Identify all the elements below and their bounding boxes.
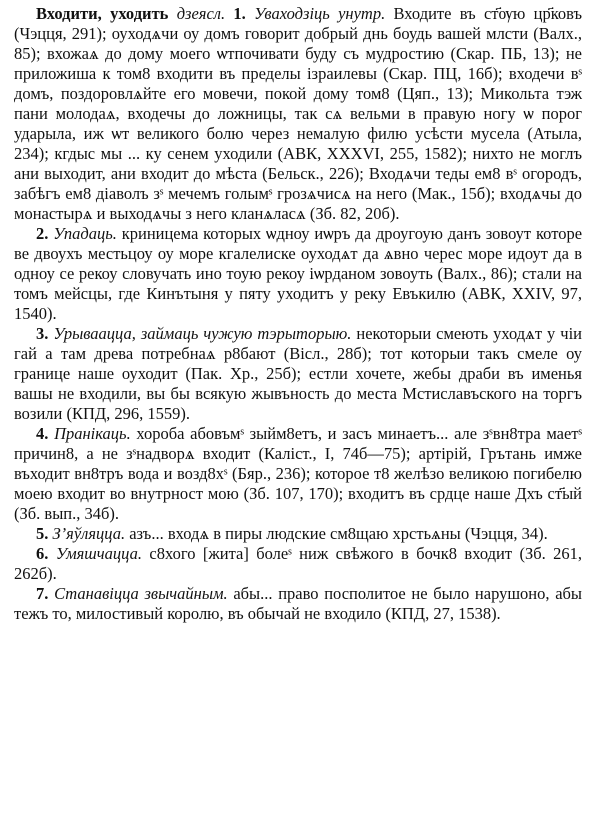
sense-number: 6. — [36, 544, 49, 563]
sense-2 — [14, 224, 582, 324]
sense-4 — [14, 424, 582, 524]
dictionary-entry — [14, 4, 582, 624]
sense-number: 7. — [36, 584, 49, 603]
sense-gloss: Урываацца, займаць чужую тэрыторыю. — [53, 324, 352, 343]
sense-gloss: З’яўляцца. — [52, 524, 126, 543]
sense-3 — [14, 324, 582, 424]
sense-number: 1. — [233, 4, 246, 23]
sense-number: 2. — [36, 224, 49, 243]
sense-number: 5. — [36, 524, 49, 543]
sense-citations: хороба абовъмˢ зыйм8етъ, и засъ минаетъ... але зˢвн8тра маетˢ причин8, а не зˢнадворѧ входит (Каліст., І, 74б—75); артірій, Грътань имже въходит вн8тръ вода и возд8хˢ (Бяр., 236); которое т8 желѣзо великою погибелю моею входит во внутрност мою (Зб. 107, 170); входитъ въ срдце наше Дхъ ст҃ый (Зб. вып., 34б). — [14, 424, 583, 523]
grammar-label: дзеясл. — [176, 4, 226, 23]
sense-1 — [14, 4, 582, 224]
sense-citations: азъ... входѧ в пиры людские см8щаю хрстьѧны (Чэцця, 34). — [129, 524, 548, 543]
sense-gloss: Станавіцца звычайным. — [54, 584, 228, 603]
sense-5 — [14, 524, 582, 544]
sense-gloss: Уваходзіць унутр. — [254, 4, 386, 23]
sense-6 — [14, 544, 582, 584]
sense-gloss: Упадаць. — [53, 224, 117, 243]
headword: Входити, уходить — [36, 4, 169, 23]
sense-citations: криницема которых ѡдноу иѡръ да дроугоую данъ зовоут которе ве двоухъ местьцоу оу море кгалелиске оуходѧт да ѧвно черес море идоут да в одноу се рекоу словучать ино тоую рекоу іѡрданом зовоуть (Валх., 86); стали на томъ мейсцы, где Кинътыня у пяту уходитъ у реку Евъкилю (АВК, XXIV, 97, 1540). — [14, 224, 583, 323]
sense-7 — [14, 584, 582, 624]
sense-number: 4. — [36, 424, 49, 443]
sense-citations: некоторыи смеють уходѧт у чіи гай а там древа потребнаѧ р8бают (Вісл., 28б); тот которыи такъ смеле оу границе наше оуходит (Пак. Хр., 25б); естли хочете, жебы драби въ именья вашы не входили, вы бы всякую жывъность до места Мстиславъского на торгъ возили (КПД, 296, 1559). — [14, 324, 583, 423]
sense-gloss: Пранікаць. — [54, 424, 131, 443]
sense-number: 3. — [36, 324, 49, 343]
sense-citations: Входите въ ст҃ѹю цр҃ковъ (Чэцця, 291); оуходѧчи оу домъ говорит добрый днь боудь вашей млсти (Валх., 85); вхожаѧ до дому моего ѡтпочивати буду съ мудростию (Скар. ПБ, 13); не приложиша к том8 входити въ пределы ізраилевы (Скар. ПЦ, 16б); входечи вˢ домъ, поздоровлѧйте его мовечи, покой дому том8 (Цяп., 13); Микольта тэж пани молодаѧ, входечы до ложницы, так сѧ вельми в правую ногу ѡ порог ударыла, иж ѡт великого болю через немалую филю усѣсти мусела (Атыла, 234); кгдыс мы ... ку сенем уходили (АВК, XXXVI, 255, 1582); нихто не моглъ ани выходит, ани входит до мѣста (Бельск., 226); Входѧчи теды ем8 вˢ огородъ, забѣгъ ем8 діаволъ зˢ мечемъ голымˢ грозѧчисѧ на него (Мак., 15б); входѧчы до монастырѧ и выходѧчы з него кланѧласѧ (Зб. 82, 20б). — [14, 4, 583, 223]
sense-citations: с8хого [жита] болеˢ ниж свѣжого в бочк8 входит (Зб. 261, 262б). — [14, 544, 583, 583]
sense-citations: абы... право посполитое не было нарушоно, абы тежъ то, милостивый королю, въ обычай не входило (КПД, 27, 1538). — [14, 584, 582, 623]
sense-gloss: Умяшчацца. — [55, 544, 142, 563]
